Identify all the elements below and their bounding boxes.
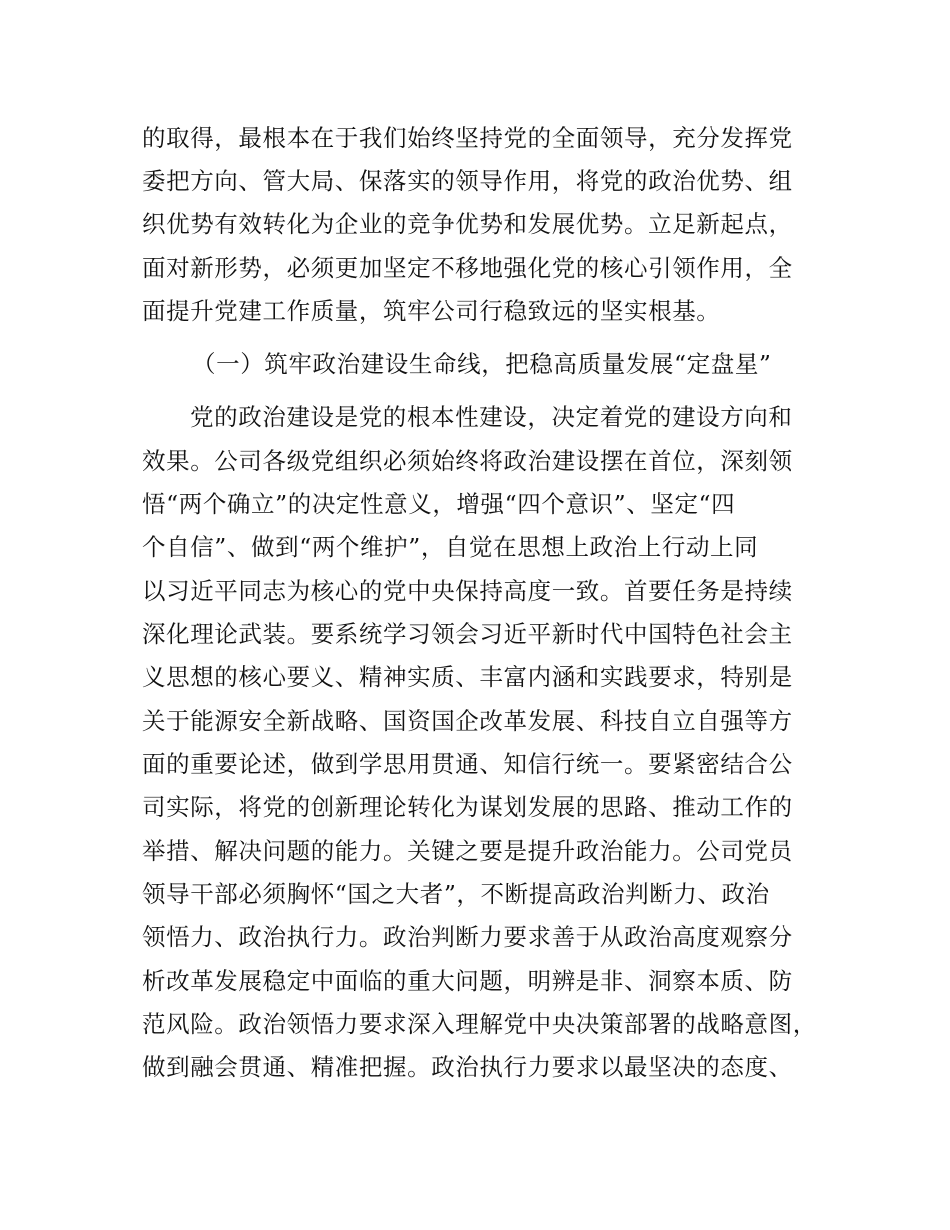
paragraph-2-line-1: 党的政治建设是党的根本性建设，决定着党的建设方向和 [190, 403, 793, 431]
paragraph-2-line-15: 范风险。政治领悟力要求深入理解党中央决策部署的战略意图， [142, 1010, 817, 1038]
paragraph-2-line-2: 效果。公司各级党组织必须始终将政治建设摆在首位，深刻领 [142, 447, 793, 475]
paragraph-2-line-11: 举措、解决问题的能力。关键之要是提升政治能力。公司党员 [142, 837, 793, 865]
paragraph-2-line-7: 义思想的核心要义、精神实质、丰富内涵和实践要求，特别是 [142, 663, 793, 691]
paragraph-1-line-3: 织优势有效转化为企业的竞争优势和发展优势。立足新起点， [142, 210, 793, 238]
paragraph-2-line-9: 面的重要论述，做到学思用贯通、知信行统一。要紧密结合公 [142, 750, 793, 778]
paragraph-2-line-3: 悟“两个确立”的决定性意义，增强“四个意识”、坚定“四 [142, 490, 736, 518]
paragraph-1-line-2: 委把方向、管大局、保落实的领导作用，将党的政治优势、组 [142, 167, 793, 195]
paragraph-2-line-16: 做到融会贯通、精准把握。政治执行力要求以最坚决的态度、 [142, 1053, 793, 1081]
section-heading: （一）筑牢政治建设生命线，把稳高质量发展“定盘星” [192, 350, 772, 378]
paragraph-2-line-5: 以习近平同志为核心的党中央保持高度一致。首要任务是持续 [142, 577, 793, 605]
paragraph-2-line-12: 领导干部必须胸怀“国之大者”，不断提高政治判断力、政治 [142, 880, 770, 908]
paragraph-2-line-4: 个自信”、做到“两个维护”，自觉在思想上政治上行动上同 [142, 533, 759, 561]
paragraph-2-line-13: 领悟力、政治执行力。政治判断力要求善于从政治高度观察分 [142, 923, 793, 951]
paragraph-2-line-8: 关于能源安全新战略、国资国企改革发展、科技自立自强等方 [142, 707, 793, 735]
paragraph-1-line-1: 的取得，最根本在于我们始终坚持党的全面领导，充分发挥党 [142, 124, 793, 152]
paragraph-2-line-6: 深化理论武装。要系统学习领会习近平新时代中国特色社会主 [142, 620, 793, 648]
paragraph-2-line-14: 析改革发展稳定中面临的重大问题，明辨是非、洞察本质、防 [142, 967, 793, 995]
paragraph-1-line-5: 面提升党建工作质量，筑牢公司行稳致远的坚实根基。 [142, 297, 721, 325]
paragraph-1-line-4: 面对新形势，必须更加坚定不移地强化党的核心引领作用，全 [142, 254, 793, 282]
paragraph-2-line-10: 司实际，将党的创新理论转化为谋划发展的思路、推动工作的 [142, 793, 793, 821]
